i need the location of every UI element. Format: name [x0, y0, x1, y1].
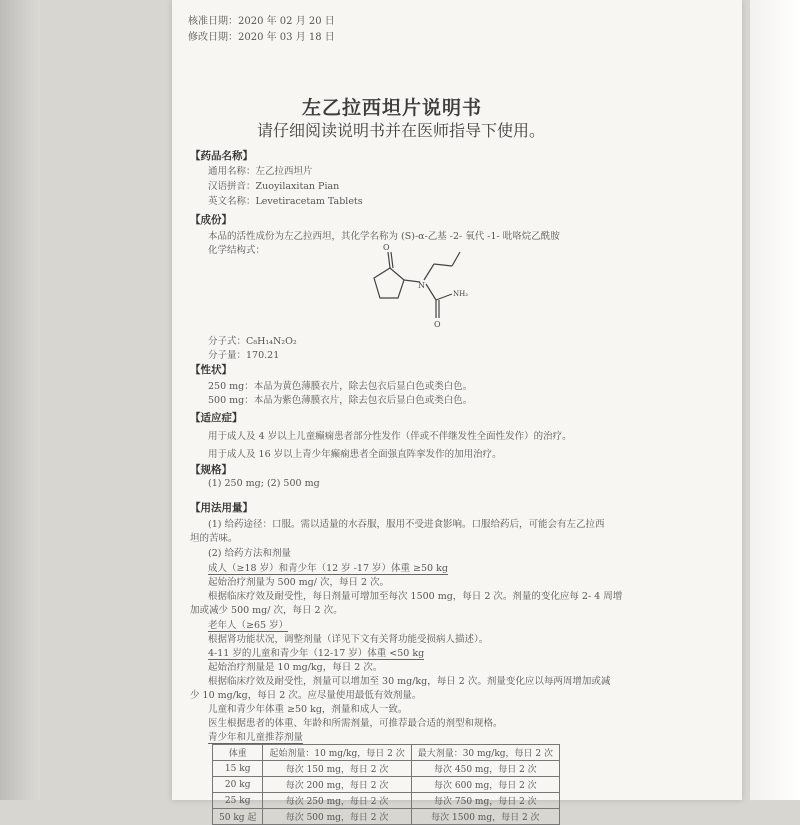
pinyin-name: 汉语拼音：Zuoyilaxitan Pian	[208, 181, 340, 192]
regimen-heading: (2) 给药方法和剂量	[208, 548, 291, 559]
weight-cell: 25 kg	[213, 793, 263, 809]
start-dose-cell: 每次 150 mg，每日 2 次	[263, 761, 411, 777]
properties-250: 250 mg：本品为黄色薄膜衣片，除去包衣后显白色或类白色。	[208, 381, 473, 392]
chemical-structure-diagram	[352, 238, 492, 328]
elderly-heading: 老年人（≥65 岁）	[208, 620, 289, 631]
approval-date: 核准日期：2020 年 02 月 20 日	[188, 16, 335, 27]
adults-heading: 成人（≥18 岁）和青少年（12 岁 -17 岁）体重 ≥50 kg	[208, 563, 448, 574]
table-row	[213, 761, 560, 777]
dose-table	[212, 744, 560, 825]
section-heading-properties: 【性状】	[190, 364, 232, 376]
section-heading-dosage: 【用法用量】	[190, 502, 253, 514]
section-heading-composition: 【成份】	[190, 214, 232, 226]
date-block	[188, 14, 335, 46]
molecular-weight: 分子量：170.21	[208, 350, 280, 361]
max-dose-cell: 每次 1500 mg，每日 2 次	[411, 809, 559, 825]
weight-cell: 20 kg	[213, 777, 263, 793]
section-heading-indications: 【适应症】	[190, 412, 243, 424]
elderly-line-1: 根据肾功能状况，调整剂量（详见下文有关肾功能受损病人描述）。	[208, 634, 489, 645]
amine-label: NH₂	[453, 290, 469, 298]
composition-text: 本品的活性成份为左乙拉西坦，其化学名称为 (S)-α-乙基 -2- 氧代 -1- 吡咯烷乙酰胺	[208, 231, 560, 242]
max-dose-cell: 每次 750 mg，每日 2 次	[411, 793, 559, 809]
specification-text: (1) 250 mg; (2) 500 mg	[208, 478, 320, 489]
children-line-2: 根据临床疗效及耐受性，剂量可以增加至 30 mg/kg，每日 2 次。剂量变化应以每两周增加或减	[208, 676, 611, 687]
section-heading-specification: 【规格】	[190, 464, 232, 476]
weight-cell: 50 kg 起	[213, 809, 263, 825]
children-line-1: 起始治疗剂量是 10 mg/kg，每日 2 次。	[208, 662, 383, 673]
dose-table-header-row	[213, 745, 560, 761]
adults-line-3: 加或减少 500 mg/ 次，每日 2 次。	[190, 605, 343, 616]
adults-line-2: 根据临床疗效及耐受性，每日剂量可增加至每次 1500 mg，每日 2 次。剂量的变化应每 2- 4 周增	[208, 591, 623, 602]
indication-1: 用于成人及 4 岁以上儿童癫痫患者部分性发作（伴或不伴继发性全面性发作）的治疗。	[208, 431, 572, 442]
properties-500: 500 mg：本品为紫色薄膜衣片，除去包衣后显白色或类白色。	[208, 395, 473, 406]
leaflet-sheet	[172, 0, 742, 823]
dose-table-header: 起始剂量：10 mg/kg，每日 2 次	[263, 745, 411, 761]
max-dose-cell: 每次 600 mg，每日 2 次	[411, 777, 559, 793]
table-row	[213, 777, 560, 793]
structure-label: 化学结构式：	[208, 245, 266, 256]
ring-n-label: N	[418, 281, 425, 290]
children-line-3: 少 10 mg/kg，每日 2 次。应尽量使用最低有效剂量。	[190, 690, 422, 701]
children-line-5: 医生根据患者的体重、年龄和所需剂量，可推荐最合适的剂型和规格。	[208, 718, 503, 729]
route-line-2: 坦的苦味。	[190, 533, 238, 544]
pyrrolidone-ring	[374, 268, 404, 298]
children-heading: 4-11 岁的儿童和青少年（12-17 岁）体重 <50 kg	[208, 648, 425, 659]
weight-cell: 15 kg	[213, 761, 263, 777]
background-left	[0, 0, 40, 800]
document-title: 左乙拉西坦片说明书	[302, 97, 483, 119]
english-name: 英文名称：Levetiracetam Tablets	[208, 196, 363, 207]
dose-table-caption: 青少年和儿童推荐剂量	[208, 732, 304, 743]
max-dose-cell: 每次 450 mg，每日 2 次	[411, 761, 559, 777]
molecular-formula: 分子式：C₈H₁₄N₂O₂	[208, 336, 297, 347]
start-dose-cell: 每次 250 mg，每日 2 次	[263, 793, 411, 809]
dose-table-header: 体重	[213, 745, 263, 761]
adults-line-1: 起始治疗剂量为 500 mg/ 次，每日 2 次。	[208, 577, 390, 588]
route-line-1: (1) 给药途径：口服。需以适量的水吞服，服用不受进食影响。口服给药后，可能会有左乙拉西	[208, 519, 605, 530]
document-subtitle: 请仔细阅读说明书并在医师指导下使用。	[257, 121, 546, 140]
carbonyl-o-label: O	[383, 243, 390, 252]
children-line-4: 儿童和青少年体重 ≥50 kg，剂量和成人一致。	[208, 704, 408, 715]
background-right	[750, 0, 800, 800]
table-row	[213, 809, 560, 825]
generic-name: 通用名称：左乙拉西坦片	[208, 166, 313, 177]
table-row	[213, 793, 560, 809]
revision-date: 修改日期：2020 年 03 月 18 日	[188, 32, 335, 43]
dose-table-header: 最大剂量：30 mg/kg，每日 2 次	[411, 745, 559, 761]
section-heading-name: 【药品名称】	[190, 150, 253, 162]
start-dose-cell: 每次 500 mg，每日 2 次	[263, 809, 411, 825]
indication-2: 用于成人及 16 岁以上青少年癫痫患者全面强直阵挛发作的加用治疗。	[208, 449, 502, 460]
amide-o-label: O	[434, 320, 441, 329]
start-dose-cell: 每次 200 mg，每日 2 次	[263, 777, 411, 793]
